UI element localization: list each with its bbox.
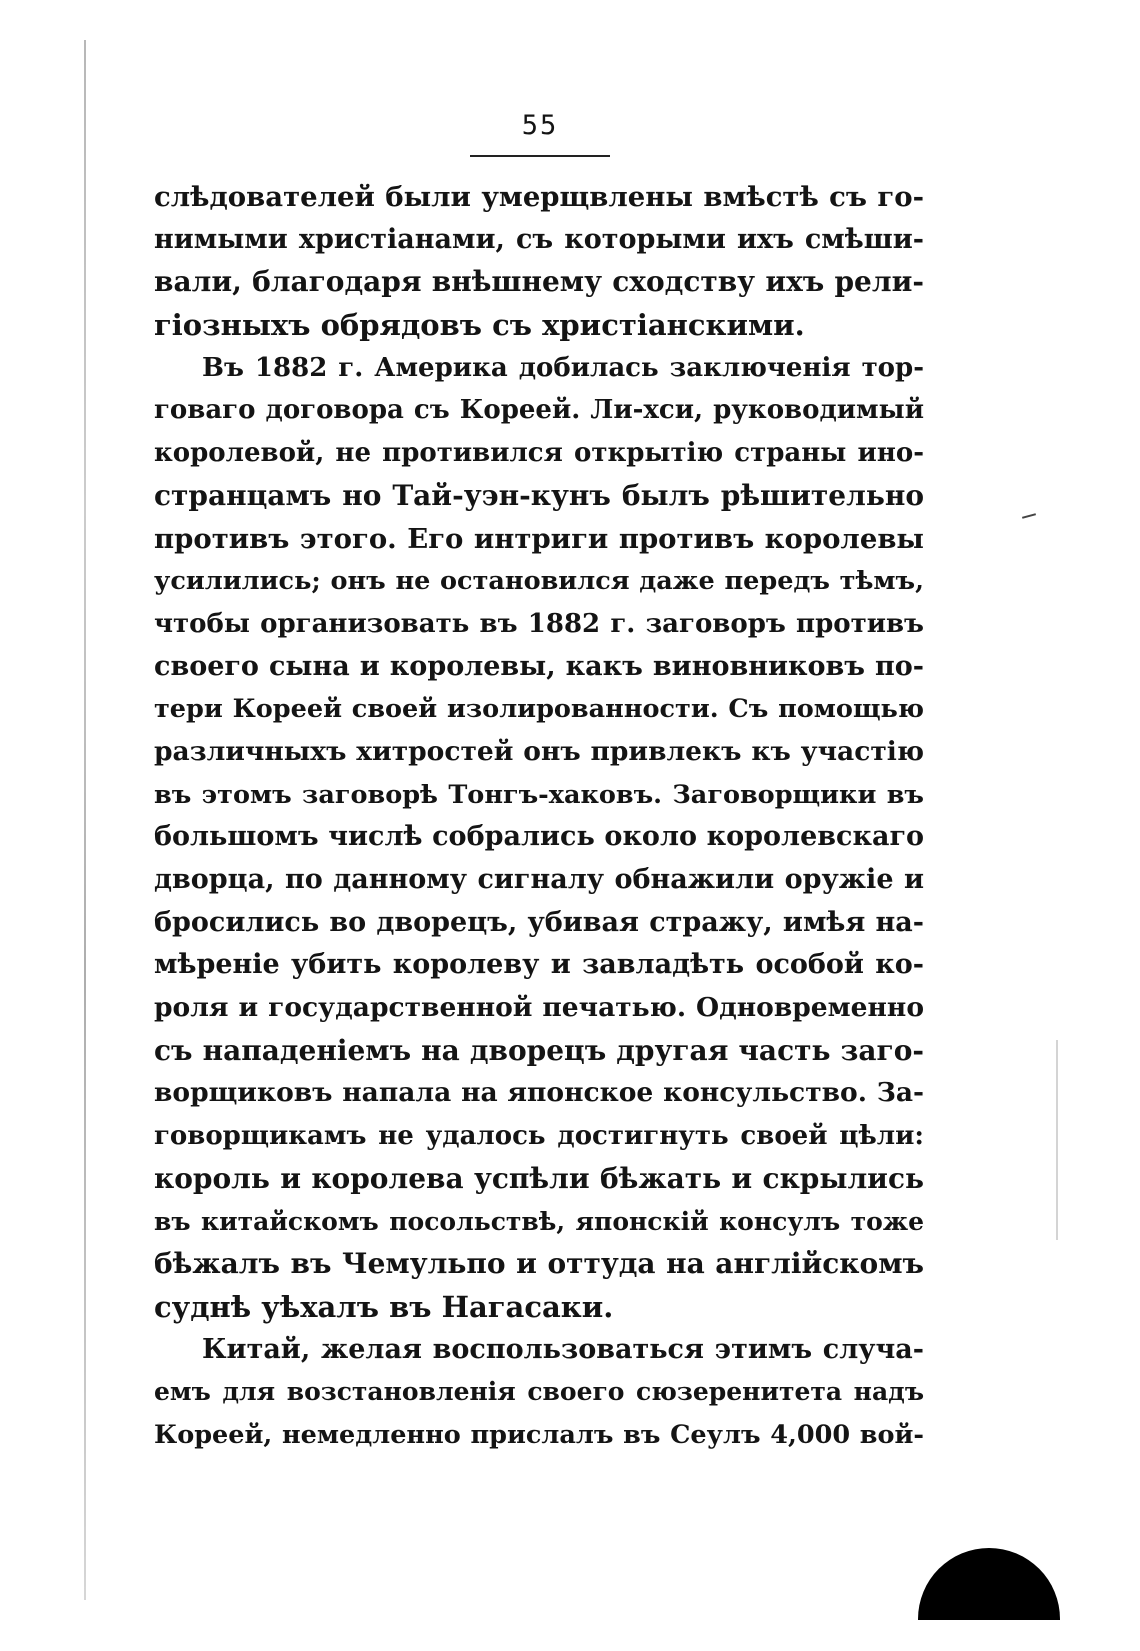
scan-margin-line-right [1056, 1040, 1058, 1240]
text-line: емъ для возстановленія своего сюзеренитета надъ [154, 1377, 924, 1407]
text-line: съ нападеніемъ на дворецъ другая часть заго- [154, 1033, 924, 1067]
text-line: суднѣ уѣхалъ въ Нагасаки. [154, 1289, 614, 1324]
text-line: чтобы организовать въ 1882 г. заговоръ противъ [154, 608, 924, 639]
text-line: слѣдователей были умерщвлены вмѣстѣ съ го- [154, 181, 924, 213]
text-line: Кореей, немедленно прислалъ въ Сеулъ 4,000 вой- [154, 1419, 924, 1450]
text-line: гіозныхъ обрядовъ съ христіанскими. [154, 308, 805, 343]
text-line: Въ 1882 г. Америка добилась заключенія тор- [202, 352, 924, 383]
text-line: ворщиковъ напала на японское консульство. За- [154, 1077, 924, 1109]
text-line: своего сына и королевы, какъ виновниковъ по- [154, 650, 924, 682]
text-line: бросились во дворецъ, убивая стражу, имѣя на- [154, 906, 924, 938]
text-line: противъ этого. Его интриги противъ королевы [154, 522, 924, 555]
header-rule [470, 155, 610, 157]
text-line: нимыми христіанами, съ которыми ихъ смѣши- [154, 223, 924, 255]
text-line: усилились; онъ не остановился даже передъ тѣмъ, [154, 566, 924, 597]
text-line: говорщикамъ не удалось достигнуть своей цѣли: [154, 1121, 924, 1152]
body-text [154, 176, 924, 1457]
text-line: въ этомъ заговорѣ Тонгъ-хаковъ. Заговорщики въ [154, 779, 924, 810]
text-line: королевой, не противился открытію страны ино- [154, 438, 924, 469]
text-line: вали, благодаря внѣшнему сходству ихъ рели- [154, 265, 924, 299]
text-line: большомъ числѣ собрались около королевскаго [154, 821, 924, 853]
text-line: дворца, по данному сигналу обнажили оружіе и [154, 864, 924, 895]
text-line: тери Кореей своей изолированности. Съ помощью [154, 694, 924, 725]
text-line: въ китайскомъ посольствѣ, японскій консулъ тоже [154, 1206, 924, 1236]
text-line: говаго договора съ Кореей. Ли-хси, руководимый [154, 395, 924, 426]
text-line: мѣреніе убить королеву и завладѣть особой ко- [154, 949, 924, 981]
scan-margin-line [84, 40, 86, 1600]
scan-artifact-mark [1022, 513, 1036, 519]
text-line: король и королева успѣли бѣжать и скрылись [154, 1161, 924, 1195]
text-line: странцамъ но Тай-уэн-кунъ былъ рѣшительно [154, 478, 924, 512]
ink-blot [918, 1548, 1060, 1620]
text-line: Китай, желая воспользоваться этимъ случа- [202, 1333, 924, 1365]
text-line: различныхъ хитростей онъ привлекъ къ участію [154, 735, 924, 767]
page-number: 55 [521, 110, 559, 141]
text-line: роля и государственной печатью. Одновременно [154, 992, 924, 1024]
text-line: бѣжалъ въ Чемульпо и оттуда на англійскомъ [154, 1247, 924, 1281]
